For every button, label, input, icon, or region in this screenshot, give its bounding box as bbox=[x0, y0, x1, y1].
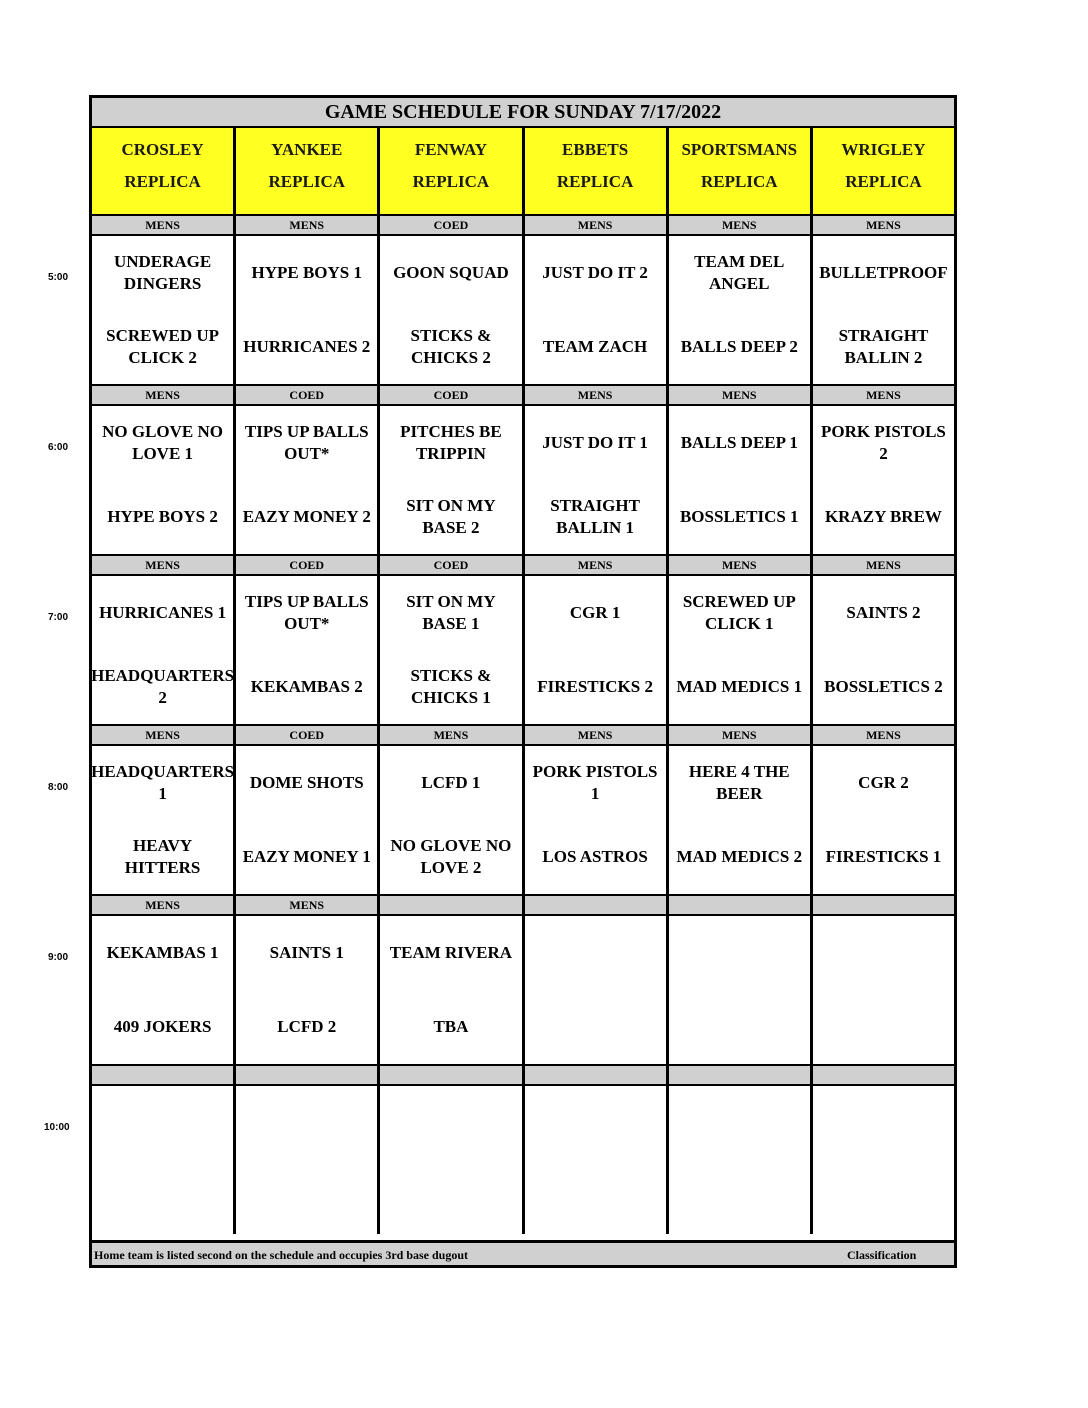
away-team: PORK PISTOLS 1 bbox=[532, 762, 658, 803]
away-team bbox=[236, 1098, 377, 1148]
classification-cell: MENS bbox=[236, 896, 380, 914]
away-team: TIPS UP BALLS OUT* bbox=[244, 592, 369, 633]
away-team: BALLS DEEP 1 bbox=[680, 433, 798, 452]
classification-cell bbox=[92, 1066, 236, 1084]
away-team: HURRICANES 1 bbox=[99, 603, 227, 622]
away-team: BULLETPROOF bbox=[819, 263, 948, 282]
home-team: HURRICANES 2 bbox=[243, 337, 371, 356]
field-subtitle: REPLICA bbox=[412, 172, 490, 191]
game-cell bbox=[92, 746, 236, 894]
home-team bbox=[525, 1172, 666, 1222]
classification-cell bbox=[525, 896, 669, 914]
away-team: PORK PISTOLS 2 bbox=[821, 422, 946, 463]
classification-cell bbox=[236, 1066, 380, 1084]
away-team: LCFD 1 bbox=[421, 773, 481, 792]
game-cell bbox=[380, 406, 524, 554]
home-team: MAD MEDICS 2 bbox=[676, 847, 803, 866]
classification-cell: COED bbox=[236, 386, 380, 404]
classification-row bbox=[92, 724, 954, 746]
game-cell bbox=[669, 406, 813, 554]
home-team: FIRESTICKS 1 bbox=[825, 847, 942, 866]
home-team: BOSSLETICS 2 bbox=[824, 677, 943, 696]
classification-cell: COED bbox=[236, 556, 380, 574]
classification-cell: COED bbox=[236, 726, 380, 744]
game-cell bbox=[669, 576, 813, 724]
game-cell bbox=[813, 236, 954, 384]
classification-cell: COED bbox=[380, 386, 524, 404]
classification-cell: MENS bbox=[669, 726, 813, 744]
game-cell bbox=[525, 576, 669, 724]
game-cell bbox=[380, 576, 524, 724]
game-cell bbox=[525, 406, 669, 554]
game-cell bbox=[92, 1086, 236, 1234]
home-team-note: Home team is listed second on the schedule and occupies 3rd base dugout bbox=[94, 1248, 469, 1262]
home-team: STICKS & CHICKS 2 bbox=[410, 326, 492, 367]
game-cell bbox=[525, 1086, 669, 1234]
away-team: TEAM DEL ANGEL bbox=[694, 252, 785, 293]
time-slot-row bbox=[92, 576, 954, 724]
away-team bbox=[813, 928, 954, 978]
time-slot-row bbox=[92, 1086, 954, 1234]
time-slot-row bbox=[92, 746, 954, 894]
home-team: FIRESTICKS 2 bbox=[537, 677, 653, 696]
time-label: 5:00 bbox=[48, 272, 69, 283]
home-team: NO GLOVE NO LOVE 2 bbox=[390, 836, 512, 877]
game-cell bbox=[92, 236, 236, 384]
schedule-sheet bbox=[89, 95, 957, 1268]
classification-cell: MENS bbox=[525, 726, 669, 744]
game-cell bbox=[92, 916, 236, 1064]
game-cell bbox=[813, 406, 954, 554]
game-cell bbox=[236, 236, 380, 384]
field-header-row bbox=[92, 128, 954, 214]
game-cell bbox=[813, 576, 954, 724]
classification-cell: MENS bbox=[380, 726, 524, 744]
away-team: KEKAMBAS 1 bbox=[106, 943, 219, 962]
away-team bbox=[813, 1098, 954, 1148]
classification-cell: MENS bbox=[92, 556, 236, 574]
classification-cell bbox=[669, 1066, 813, 1084]
home-team bbox=[92, 1172, 233, 1222]
classification-cell: MENS bbox=[92, 726, 236, 744]
away-team: GOON SQUAD bbox=[393, 263, 509, 282]
schedule-title: GAME SCHEDULE FOR SUNDAY 7/17/2022 bbox=[92, 98, 954, 128]
field-header-ebbets bbox=[525, 128, 669, 214]
home-team: 409 JOKERS bbox=[113, 1017, 212, 1036]
away-team: UNDERAGE DINGERS bbox=[113, 252, 212, 293]
field-name: FENWAY bbox=[414, 140, 487, 159]
home-team: EAZY MONEY 1 bbox=[242, 847, 371, 866]
time-label: 6:00 bbox=[48, 442, 69, 453]
classification-cell: MENS bbox=[669, 386, 813, 404]
game-cell bbox=[236, 406, 380, 554]
home-team bbox=[380, 1172, 521, 1222]
classification-row bbox=[92, 554, 954, 576]
field-header-yankee bbox=[236, 128, 380, 214]
home-team: LOS ASTROS bbox=[542, 847, 648, 866]
classification-cell bbox=[380, 896, 524, 914]
game-cell bbox=[669, 1086, 813, 1234]
away-team: CGR 2 bbox=[858, 773, 909, 792]
away-team: SIT ON MY BASE 1 bbox=[406, 592, 496, 633]
classification-cell: MENS bbox=[866, 217, 901, 232]
classification-cell bbox=[380, 1066, 524, 1084]
away-team: SAINTS 2 bbox=[846, 603, 921, 622]
classification-cell: MENS bbox=[669, 556, 813, 574]
away-team: SCREWED UP CLICK 1 bbox=[682, 592, 796, 633]
field-subtitle: REPLICA bbox=[701, 172, 778, 191]
away-team bbox=[380, 1098, 521, 1148]
field-name: YANKEE bbox=[271, 140, 343, 159]
away-team: TIPS UP BALLS OUT* bbox=[244, 422, 369, 463]
classification-cell: MENS bbox=[669, 216, 813, 234]
home-team: HEADQUARTERS 2 bbox=[91, 666, 235, 707]
field-name: CROSLEY bbox=[121, 140, 204, 159]
classification-cell: MENS bbox=[866, 727, 901, 742]
classification-cell bbox=[669, 896, 813, 914]
home-team bbox=[813, 1002, 954, 1052]
away-team bbox=[669, 1098, 810, 1148]
classification-cell: MENS bbox=[866, 557, 901, 572]
classification-label: Classification bbox=[847, 1248, 917, 1262]
away-team bbox=[525, 1098, 666, 1148]
home-team: STRAIGHT BALLIN 1 bbox=[550, 496, 640, 537]
home-team: LCFD 2 bbox=[277, 1017, 337, 1036]
classification-cell: MENS bbox=[866, 387, 901, 402]
game-cell bbox=[525, 746, 669, 894]
home-team bbox=[669, 1172, 810, 1222]
field-subtitle: REPLICA bbox=[124, 172, 201, 191]
game-cell bbox=[813, 746, 954, 894]
game-cell bbox=[92, 576, 236, 724]
classification-cell: COED bbox=[380, 556, 524, 574]
game-cell bbox=[669, 236, 813, 384]
field-subtitle: REPLICA bbox=[845, 172, 922, 191]
time-label: 10:00 bbox=[44, 1122, 70, 1133]
home-team bbox=[525, 1002, 666, 1052]
home-team bbox=[236, 1172, 377, 1222]
game-cell bbox=[813, 1086, 954, 1234]
game-cell bbox=[236, 916, 380, 1064]
home-team: TEAM ZACH bbox=[542, 337, 648, 356]
classification-cell bbox=[813, 896, 954, 914]
field-name: WRIGLEY bbox=[841, 140, 926, 159]
time-slot-row bbox=[92, 236, 954, 384]
time-label: 9:00 bbox=[48, 952, 69, 963]
home-team: MAD MEDICS 1 bbox=[676, 677, 803, 696]
home-team bbox=[813, 1172, 954, 1222]
classification-cell: MENS bbox=[525, 556, 669, 574]
field-header-sportsmans bbox=[669, 128, 813, 214]
away-team bbox=[669, 928, 810, 978]
home-team: HYPE BOYS 2 bbox=[107, 507, 218, 526]
time-label: 8:00 bbox=[48, 782, 69, 793]
game-cell bbox=[236, 576, 380, 724]
field-subtitle: REPLICA bbox=[268, 172, 346, 191]
time-slot-row bbox=[92, 406, 954, 554]
game-cell bbox=[92, 406, 236, 554]
classification-cell: COED bbox=[380, 216, 524, 234]
away-team: TEAM RIVERA bbox=[389, 943, 513, 962]
time-slot-row bbox=[92, 916, 954, 1064]
home-team: HEAVY HITTERS bbox=[124, 836, 201, 877]
classification-row bbox=[92, 1064, 954, 1086]
game-cell bbox=[813, 916, 954, 1064]
game-cell bbox=[669, 746, 813, 894]
home-team: BALLS DEEP 2 bbox=[680, 337, 798, 356]
away-team: HYPE BOYS 1 bbox=[251, 263, 363, 282]
classification-row bbox=[92, 894, 954, 916]
away-team: HEADQUARTERS 1 bbox=[91, 762, 235, 803]
home-team: SCREWED UP CLICK 2 bbox=[106, 326, 220, 367]
away-team: JUST DO IT 1 bbox=[542, 433, 648, 452]
classification-cell: MENS bbox=[525, 216, 669, 234]
game-cell bbox=[380, 1086, 524, 1234]
away-team: CGR 1 bbox=[569, 603, 621, 622]
home-team: KRAZY BREW bbox=[824, 507, 942, 526]
away-team bbox=[92, 1098, 233, 1148]
home-team: SIT ON MY BASE 2 bbox=[406, 496, 496, 537]
game-cell bbox=[236, 1086, 380, 1234]
classification-cell: MENS bbox=[236, 216, 380, 234]
game-cell bbox=[236, 746, 380, 894]
game-cell bbox=[669, 916, 813, 1064]
game-cell bbox=[380, 236, 524, 384]
field-subtitle: REPLICA bbox=[556, 172, 634, 191]
home-team: STICKS & CHICKS 1 bbox=[410, 666, 492, 707]
classification-cell: MENS bbox=[92, 216, 236, 234]
home-team: KEKAMBAS 2 bbox=[250, 677, 363, 696]
home-team: TBA bbox=[433, 1017, 469, 1036]
away-team: NO GLOVE NO LOVE 1 bbox=[102, 422, 224, 463]
away-team: SAINTS 1 bbox=[269, 943, 344, 962]
classification-row bbox=[92, 214, 954, 236]
footer-row bbox=[92, 1240, 954, 1265]
field-header-fenway bbox=[380, 128, 524, 214]
home-team: BOSSLETICS 1 bbox=[679, 507, 799, 526]
away-team: DOME SHOTS bbox=[249, 773, 364, 792]
classification-row bbox=[92, 384, 954, 406]
game-cell bbox=[380, 916, 524, 1064]
game-cell bbox=[380, 746, 524, 894]
field-header-wrigley bbox=[813, 128, 954, 214]
field-header-crosley bbox=[92, 128, 236, 214]
away-team bbox=[525, 928, 666, 978]
field-name: EBBETS bbox=[562, 140, 629, 159]
classification-cell bbox=[525, 1066, 669, 1084]
time-label: 7:00 bbox=[48, 612, 69, 623]
classification-cell: MENS bbox=[92, 896, 236, 914]
game-cell bbox=[525, 916, 669, 1064]
home-team bbox=[669, 1002, 810, 1052]
away-team: PITCHES BE TRIPPIN bbox=[400, 422, 502, 463]
home-team: STRAIGHT BALLIN 2 bbox=[838, 326, 929, 367]
classification-cell: MENS bbox=[525, 386, 669, 404]
away-team: JUST DO IT 2 bbox=[542, 263, 648, 282]
classification-cell bbox=[813, 1066, 954, 1084]
classification-cell: MENS bbox=[92, 386, 236, 404]
game-cell bbox=[525, 236, 669, 384]
home-team: EAZY MONEY 2 bbox=[242, 507, 371, 526]
away-team: HERE 4 THE BEER bbox=[688, 762, 790, 803]
field-name: SPORTSMANS bbox=[681, 140, 798, 159]
